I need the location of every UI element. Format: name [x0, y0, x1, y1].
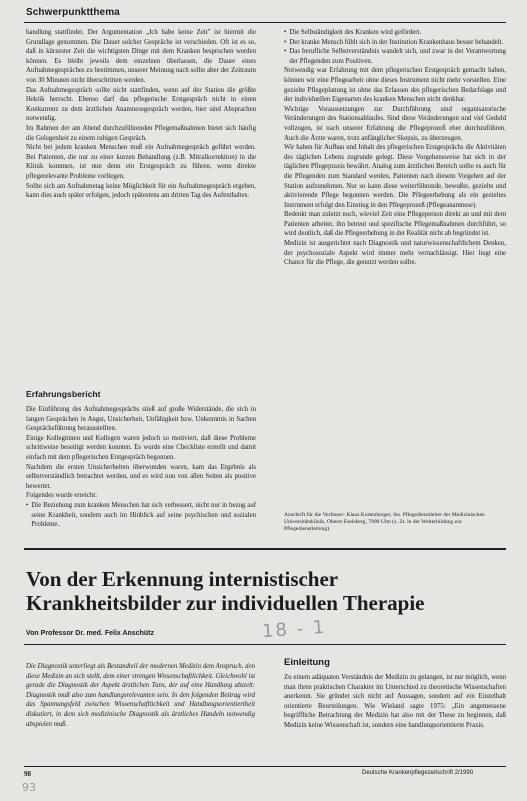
left-paragraph: Sollte sich am Aufnahmetag keine Möglichkeit für ein Aufnahmegespräch ergeben, kann dies auch später erfolgen, jedoch spätestens am dritten Tag des Aufenthaltes.	[26, 182, 256, 200]
section-title-einleitung: Einleitung	[284, 657, 330, 668]
left-column-section	[26, 405, 256, 530]
list-item	[284, 47, 506, 66]
article-title	[26, 567, 506, 615]
right-paragraph: Wir haben für Aufbau und Inhalt des pflegerischen Erstgesprächs die Aktivitäten des täglichen Lebens zugrunde gelegt. Diese Vorgehensweise hat sich in der täglichen Pflegepraxis bewährt. Analog zum ärztlichen Bereich sollte es auch für die Pflegenden zum Standard werden, Patienten nach diesem Vorgehen auf der Station aufzunehmen. Nur so kann diese weiterführende, bewußte, gezielte und aktivierende Pflege begonnen werden. Die Pflegeerhebung als ein gezieltes Instrument erfolgt den Einstieg in den Pflegeprozeß (Pflegeanamnese).	[284, 144, 506, 209]
list-item-text: Der kranke Mensch fühlt sich in der Institution Krankenhaus besser behandelt.	[289, 38, 504, 46]
left-paragraph: Nicht bei jedem kranken Menschen muß ein Aufnahmegespräch geführt werden. Bei Patienten, die nur zu einer kurzen Behandlung (z.B. Mitralkorrektion) in die Klinik kommen, ist nun denn ein Erstgespräch zu führen, wenn direkte pflegerelevante Probleme vorliegen.	[26, 144, 256, 180]
right-paragraph: Notwendig war Erfahrung mit dem pflegerischen Erstgespräch gemacht haben, können wir eine Pflegearbeit ohne dieses Instrument nicht mehr vorstellen. Eine gezielte Pflegeplanung ist ohne das Erfassen des pflegerischen Bedarfslage und der individuellen Eigenarten des kranken Menschen nicht denkbar.	[284, 67, 506, 104]
article-title-line-1: Von der Erkennung internistischer	[26, 567, 339, 591]
bullet-icon: •	[284, 38, 287, 46]
list-item-text: Die Beziehung zum kranken Menschen hat sich verbessert, nicht nur in bezug auf seine Krankheit, sondern auch im Hinblick auf seine psychischen und sozialen Probleme.	[31, 501, 256, 529]
left-paragraph: Im Rahmen der am Abend durchzuführenden Pflegemaßnahmen bietet sich häufig die Gelegenheit zu einem ruhigen Gespräch.	[26, 124, 256, 142]
bullet-icon: •	[284, 29, 287, 36]
handwritten-page-number: 93	[22, 781, 36, 794]
article-divider	[24, 548, 506, 550]
left-paragraph: Nachdem die ersten Unsicherheiten überwunden waren, kam das Ergebnis als selbstverständlich betrachtet werden, und es wird nun von allen Seiten als positive bewertet.	[26, 463, 256, 490]
list-item-text: Das berufliche Selbstverständnis wandelt sich, und zwar in der Verantwortung der Pflegenden zum Positiven.	[289, 48, 506, 65]
left-paragraph: handlung stattfindet. Der Argumentation „Ich habe keine Zeit" ist hiermit die Grundlage genommen. Die Dauer solcher Gespräche ist verschieden. Oft ist es so, daß in kürzester Zeit die wichtigsten Dinge mit dem Kranken besprochen werden können. Es bleibt jeweils dem einzelnen überlassen, die Dauer eines Aufnahmegespräches zu bestimmen, unserer Meinung nach sollte aber der Zeitraum von 30 Minuten nicht überschritten werden.	[26, 29, 256, 84]
right-paragraph: Wichtige Voraussetzungen zur Durchführung sind organisatorische Veränderungen des Stationsablaufes. Sind diese Veränderungen und viel Geduld vollzogen, ist nach unserer Erfahrung die Pflegeprozeß eher durchzuführen. Auch die Ärzte waren, trotz anfänglicher Skepsis, zu überzeugen.	[284, 105, 506, 142]
article-title-line-2: Krankheitsbilder zur individuellen Therapie	[26, 591, 425, 615]
author-byline: Von Professor Dr. med. Felix Anschütz	[26, 630, 154, 637]
right-paragraph: Bedenkt man zuletzt noch, wieviel Zeit eine Pflegeperson direkt an und mit dem Patienten arbeitet, ihn betreut und spezifische Pflegemaßnahmen durchführt, so wird deutlich, daß die Pflegeerhebung in der Realität nicht ab begründet ist.	[284, 211, 506, 238]
list-item	[284, 28, 506, 38]
footer-rule	[24, 766, 506, 767]
section-title-erfahrungsbericht: Erfahrungsbericht	[26, 389, 101, 399]
left-paragraph: Das Aufnahmegespräch sollte nicht stattfinden, wenn auf der Station die größte Hektik herrscht. Ebenso darf das pflegerische Erstgespräch nicht in einen Konkurrenz zu dem ärztlichen Anamnesegespräch werden, hier sind Absprachen notwendig.	[26, 86, 256, 123]
header-rule	[24, 22, 506, 23]
einleitung-text: Zu einem adäquaten Verständnis der Medizin zu gelangen, ist nur möglich, wenn man ihren praktischen Charakter im Unterschied zu theoretische Wissenschaften anerkennt. Sie gründet sich nicht auf Aussagen, sondern auf ein Einzelhalt orientierte Beurteilungen. Wie Wieland sagte 1975: „Ein angemessene begriffliche Betrachtung der Medizin hat also mit der These zu beginnen, daß Medizin keine Wissenschaft ist, sondern eine handlungsorientierte Praxis.	[284, 674, 506, 729]
journal-reference: Deutsche Krankenpflegezeitschrift 2/1990	[362, 770, 474, 776]
bullet-icon: •	[26, 501, 29, 509]
article-intro: Die Diagnostik unterliegt als Bestandteil der modernen Medizin dem Anspruch, den diese Medizin an sich stellt, dem einer strengen Wissenschaftlichkeit. Gleichwohl ist gerade die Diagnostik der Aspekt ärztlichen Tuns, der auf eine Handlung abzielt: Diagnostik muß also zum handlungsrelevanten sein. In den folgenden Beitrag wird das Spannungsfeld zwischen Wissenschaftlichkeit und Handlungsorientiertheit diskutiert, in dem sich medizinische Diagnostik als ärztliches Handeln notwendig abspielen muß.	[26, 663, 255, 728]
list-item	[26, 501, 256, 530]
page-number: 98	[24, 770, 31, 778]
left-paragraph: Einige Kolleginnen und Kollegen waren jedoch so motiviert, daß diese Probleme schrittweise beseitigt werden konnten. Es wurde eine Checkliste erstellt und damit einfach mit dem pflegerischen Erstgespräch begonnen.	[26, 434, 256, 461]
section-header: Schwerpunktthema	[26, 7, 120, 18]
author-footnote: Anschrift für die Verfasser: Klaus Kortenberger, Sts. Pflegedienstleiter der Medizinischen Universitätsklinik, Oberer Eselsberg, 7900 Ulm (z. Zt. in der Weiterbildung zur Pflegedienstleitung).	[284, 512, 485, 532]
list-item	[284, 38, 506, 48]
left-paragraph: Folgendes wurde erreicht:	[26, 492, 97, 500]
byline-rule	[24, 644, 506, 645]
right-paragraph: Medizin ist ausgerichtet nach Diagnostik und naturwissenschaftlichem Denken, der psychosoziale Aspekt wird immer mehr vernachlässigt. Hier liegt eine Chance für die Pflege, die genutzt werden sollte.	[284, 240, 506, 267]
list-item-text: Die Selbständigkeit des Kranken wird gefördert.	[289, 29, 422, 36]
handwritten-note: 18 - 1	[261, 616, 327, 643]
left-column	[26, 28, 256, 201]
right-column	[284, 28, 506, 268]
left-paragraph: Die Einführung des Aufnahmegesprächs stieß auf große Widerstände, die sich in langen Gesprächen in Angst, Unsicherheit, Unfähigkeit bzw. Unkenntnis in Sachen Gesprächsführung herausstellten.	[26, 406, 256, 433]
bullet-icon: •	[284, 48, 287, 56]
